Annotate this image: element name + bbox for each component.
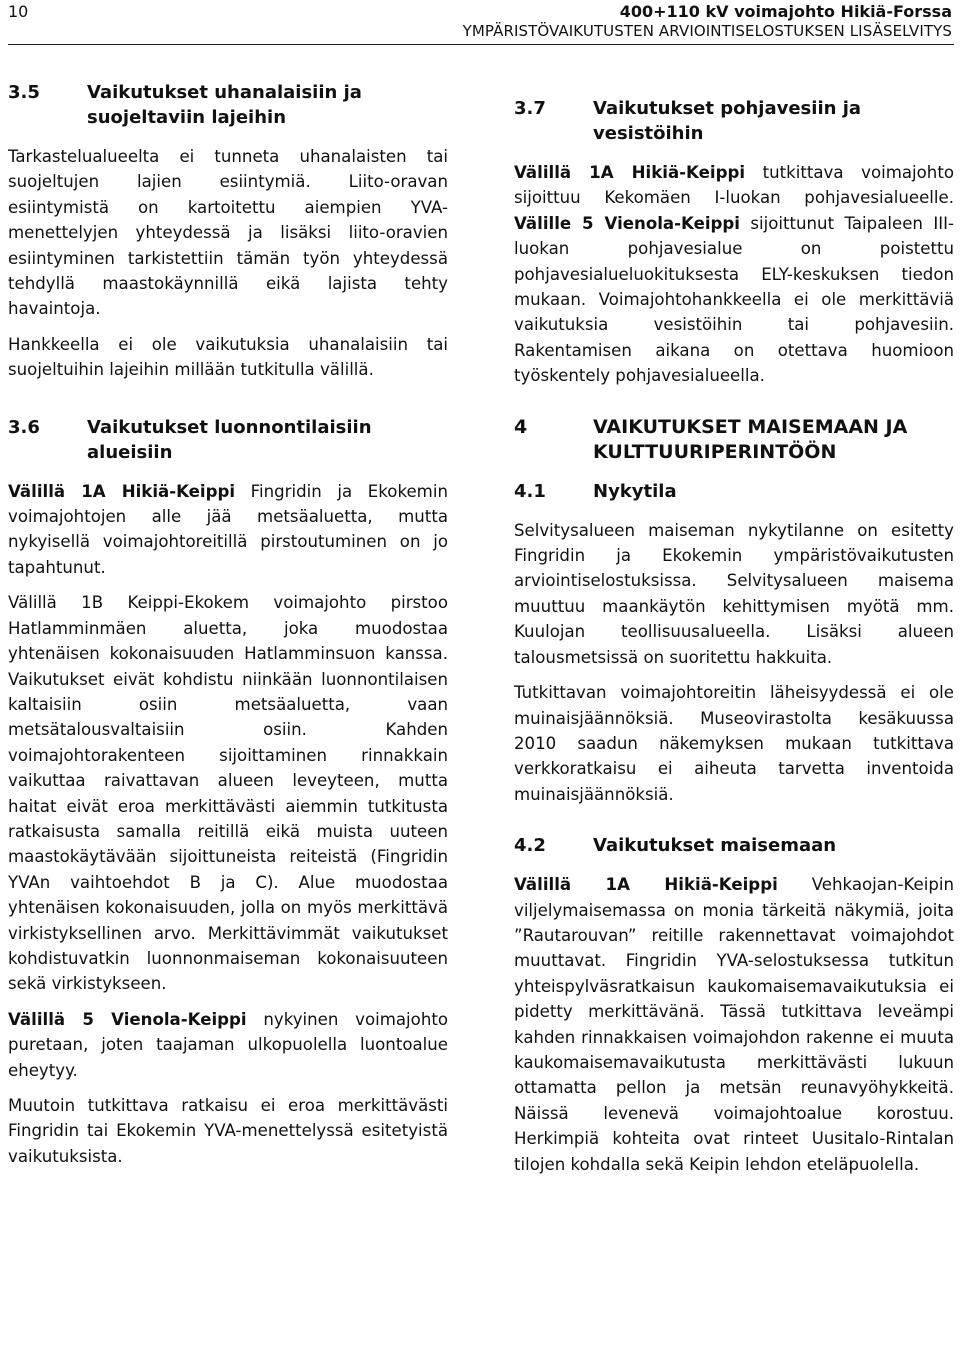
section-title: Vaikutukset pohjavesiin ja vesistöihin bbox=[593, 98, 862, 144]
section-number: 4 bbox=[514, 415, 528, 438]
route-segment-label: Välille 5 Vienola-Keippi bbox=[514, 213, 740, 233]
section-title: VAIKUTUKSET MAISEMAAN JA KULTTUURIPERINTÖÖN bbox=[593, 415, 908, 463]
right-column bbox=[514, 96, 954, 1177]
section-number: 4.2 bbox=[514, 835, 546, 857]
header-divider bbox=[8, 44, 954, 45]
section-number: 3.7 bbox=[514, 98, 546, 119]
route-segment-label: Välillä 5 Vienola-Keippi bbox=[8, 1009, 247, 1029]
paragraph-text: tutkittava voimajohto sijoittuu Kekomäen I-luokan pohjavesialueelle. bbox=[514, 163, 954, 208]
paragraph: Tutkittavan voimajohtoreitin läheisyydessä ei ole muinaisjäännöksiä. Museovirastolta kesäkuussa 2010 saadun näkemyksen mukaan tutkittava verkkoratkaisu ei aiheuta tarvetta inventoida muinaisjäännöksiä. bbox=[514, 683, 954, 804]
route-segment-label: Välillä 1A Hikiä-Keippi bbox=[514, 875, 778, 895]
section-4-1-heading bbox=[514, 479, 954, 504]
route-segment-label: Välillä 1A Hikiä-Keippi bbox=[514, 163, 746, 182]
section-3-5-heading bbox=[8, 80, 448, 130]
paragraph: Tarkastelualueelta ei tunneta uhanalaisten tai suojeltujen lajien esiintymiä. Liito-oravan esiintymistä on kartoitettu aiempien YVA-menettelyjen yhteydessä ja lisäksi liito-oravien esiintyminen tarkistettiin tämän työn yhteydessä tehdyllä maastokäynnillä eikä lajista tehty havaintoja. bbox=[8, 147, 448, 319]
paragraph: Välillä 1B Keippi-Ekokem voimajohto pirstoo Hatlamminmäen aluetta, joka muodostaa yhtenäisen kokonaisuuden Hatlamminsuon kanssa. Vaikutukset eivät kohdistu niinkään luonnontilaisen kaltaisiin osiin metsäaluetta, vaan metsätalousvaltaisiin osiin. Kahden voimajohtorakenteen sijoittaminen rinnakkain vaikuttaa raivattavan alueen leveyteen, mutta haitat eivät eroa merkittävästi aiemmin tutkitusta ratkaisusta samalla reitillä eikä muista uuteen maastokäytävään sijoittuneista reiteistä (Fingridin YVAn vaihtoehdot B ja C). Alue muodostaa yhtenäisen kokonaisuuden, jolla on myös merkittävä virkistyksellinen arvo. Merkittävimmät vaikutukset kohdistuvatkin luonnonmaiseman kokonaisuuteen sekä virkistykseen. bbox=[8, 593, 448, 994]
section-title: Vaikutukset maisemaan bbox=[593, 835, 837, 857]
section-3-7-heading bbox=[514, 96, 954, 146]
section-3-6-heading bbox=[8, 415, 448, 465]
section-4-heading bbox=[514, 415, 954, 465]
header-subtitle: YMPÄRISTÖVAIKUTUSTEN ARVIOINTISELOSTUKSEN LISÄSELVITYS bbox=[462, 22, 952, 40]
paragraph bbox=[8, 1007, 448, 1083]
paragraph: Muutoin tutkittava ratkaisu ei eroa merkittävästi Fingridin tai Ekokemin YVA-menettelyssä esitetyistä vaikutuksista. bbox=[8, 1096, 448, 1166]
page-header bbox=[0, 0, 960, 44]
paragraph bbox=[514, 160, 954, 389]
left-column bbox=[8, 80, 448, 1169]
paragraph bbox=[8, 479, 448, 581]
section-number: 3.6 bbox=[8, 416, 40, 438]
paragraph-text: nykyinen voimajohto puretaan, joten taajaman ulkopuolella luontoalue eheytyy. bbox=[8, 1009, 448, 1080]
section-title: Vaikutukset uhanalaisiin ja suojeltaviin lajeihin bbox=[87, 82, 362, 128]
paragraph bbox=[514, 872, 954, 1177]
paragraph-text: sijoittunut Taipaleen III-luokan pohjavesialue on poistettu pohjavesialueluokituksesta ELY-keskuksen tiedon mukaan. Voimajohtohankkeella ei ole merkittäviä vaikutuksia vesistöihin tai pohjavesiin. Rakentamisen aikana on otettava huomioon työskentely pohjavesialueella. bbox=[514, 213, 955, 386]
header-title: 400+110 kV voimajohto Hikiä-Forssa bbox=[619, 2, 952, 21]
paragraph-text: Vehkaojan-Keipin viljelymaisemassa on monia tärkeitä näkymiä, joita ”Rautarouvan” reitille rakennettavat voimajohdot muuttavat. Fingridin YVA-selostuksessa tutkitun yhteispylväsratkaisun kaukomaisemavaikutuksia ei pidetty merkittävänä. Tässä tutkittava leveämpi kahden rinnakkaisen voimajohdon rakenne ei muuta kaukomaisemavaikutusta merkittävästi lukuun ottamatta pellon ja metsän reunavyöhykkeitä. Näissä levenevä voimajohtoalue korostuu. Herkimpiä kohteita ovat rinteet Uusitalo-Rintalan tilojen kohdalla sekä Keipin lehdon eteläpuolella. bbox=[514, 875, 954, 1174]
paragraph-text: Fingridin ja Ekokemin voimajohtojen alle jää metsäaluetta, mutta nykyisellä voimajohtoreitillä pirstoutuminen on jo tapahtunut. bbox=[8, 481, 448, 577]
paragraph: Selvitysalueen maiseman nykytilanne on esitetty Fingridin ja Ekokemin ympäristövaikutusten arviointiselostuksissa. Selvitysalueen maisema muuttuu maankäytön kehittymisen myötä mm. Kuulojan teollisuusalueella. Lisäksi alueen talousmetsissä on suoritettu hakkuita. bbox=[514, 520, 954, 667]
page-number: 10 bbox=[8, 2, 29, 21]
paragraph: Hankkeella ei ole vaikutuksia uhanalaisiin tai suojeltuihin lajeihin millään tutkitulla välillä. bbox=[8, 334, 448, 380]
section-4-2-heading bbox=[514, 833, 954, 858]
section-title: Nykytila bbox=[593, 480, 677, 502]
section-title: Vaikutukset luonnontilaisiin alueisiin bbox=[87, 416, 372, 463]
route-segment-label: Välillä 1A Hikiä-Keippi bbox=[8, 481, 236, 501]
section-number: 3.5 bbox=[8, 82, 40, 103]
section-number: 4.1 bbox=[514, 480, 546, 502]
